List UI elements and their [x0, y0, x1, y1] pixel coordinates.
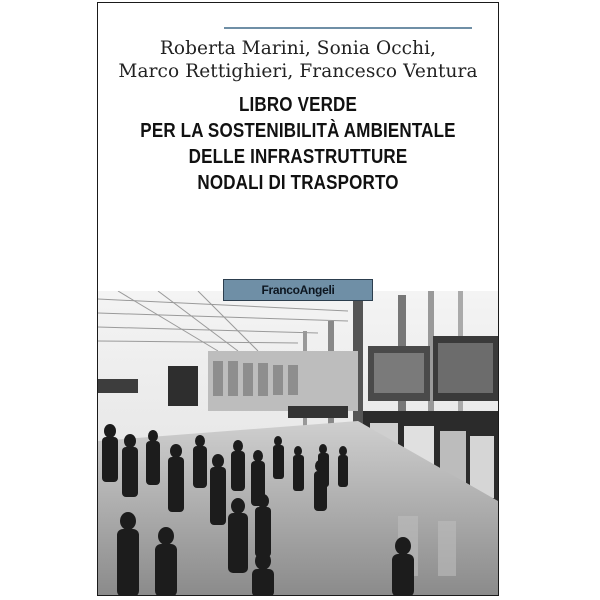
book-cover [97, 2, 499, 596]
top-divider [224, 27, 472, 29]
authors-line-2: Marco Rettighieri, Francesco Ventura [118, 61, 478, 82]
station-hall-photo [98, 291, 498, 596]
title-line-2: PER LA SOSTENIBILITÀ AMBIENTALE [140, 120, 456, 142]
title-line-1: LIBRO VERDE [238, 94, 358, 116]
publisher-label: FrancoAngeli [223, 279, 373, 301]
title-line-3: DELLE INFRASTRUTTURE [188, 146, 408, 168]
title-line-4: NODALI DI TRASPORTO [197, 172, 399, 194]
authors-line-1: Roberta Marini, Sonia Occhi, [159, 38, 437, 59]
